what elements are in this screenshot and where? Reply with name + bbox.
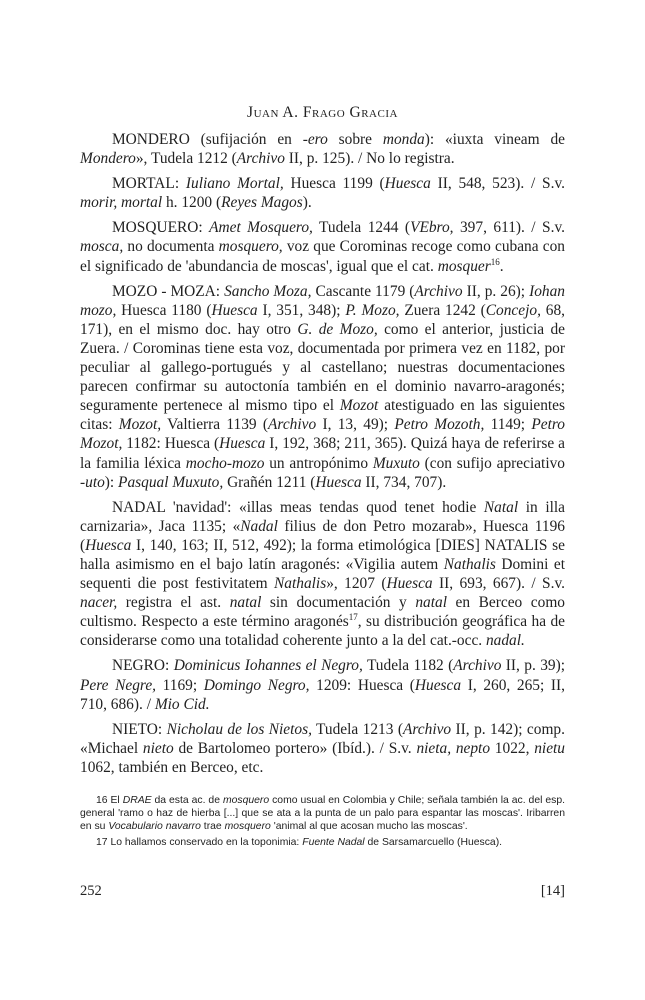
italic-text: Natal: [483, 498, 519, 516]
text-run: voz que Corominas recoge como cubana con el significado de 'abundancia de moscas', igual que el cat.: [80, 238, 565, 275]
text-run: I, 13, 49);: [316, 416, 395, 434]
text-run: Grañén 1211 (: [223, 473, 316, 491]
italic-text: -ero: [302, 131, 328, 148]
text-run: 1062, también en Berceo, etc.: [80, 758, 264, 776]
text-run: I, 140, 163; II, 512, 492); la forma etimológica [DIES] NATALIS se halla asimismo en el bajo latín aragonés: «Vigilia autem: [80, 536, 565, 573]
footnote-ref: 16: [490, 256, 500, 267]
text-run: II, 548, 523). / S.v.: [430, 175, 565, 193]
text-run: 1149;: [484, 416, 532, 434]
italic-text: mosquero: [224, 820, 271, 832]
text-run: da esta ac. de: [151, 795, 223, 806]
text-run: II, p. 142); comp. «Michael: [80, 720, 565, 757]
text-run: II, 693, 667). / S.v.: [432, 575, 565, 593]
italic-text: P. Mozo,: [345, 301, 400, 319]
text-run: h. 1200 (: [162, 194, 222, 212]
text-run: 1022,: [490, 739, 535, 757]
italic-text: DRAE: [122, 795, 152, 806]
italic-text: Mio Cid.: [154, 695, 210, 713]
text-run: (con sufijo apreciativo: [419, 454, 565, 472]
text-run: NADAL 'navidad': «illas meas tendas quod tenet hodie: [112, 498, 484, 516]
text-run: MOSQUERO:: [112, 219, 210, 237]
italic-text: Huesca: [384, 175, 431, 193]
italic-text: G. de Mozo,: [297, 320, 378, 338]
italic-text: Pasqual Muxuto,: [118, 473, 224, 491]
text-run: de Bartolomeo portero» (Ibíd.). / S.v.: [173, 739, 417, 757]
italic-text: mosca,: [80, 238, 124, 256]
text-run: MONDERO (sufijación en: [112, 131, 303, 148]
text-run: Huesca 1199 (: [283, 175, 385, 193]
italic-text: Fuente Nadal: [302, 837, 365, 849]
italic-text: natal: [415, 594, 447, 612]
text-run: sin documentación y: [261, 594, 416, 612]
text-run: NIETO:: [112, 720, 167, 738]
italic-text: natal: [229, 594, 262, 612]
italic-text: Iohan mozo,: [80, 282, 565, 319]
text-run: ).: [302, 194, 312, 212]
text-run: », Tudela 1212 (: [135, 150, 237, 168]
text-run: registra el ast.: [117, 594, 230, 612]
italic-text: Reyes Magos: [221, 194, 303, 212]
italic-text: Huesca: [219, 435, 266, 453]
text-run: de Sarsamarcuello (Huesca).: [364, 837, 503, 849]
italic-text: VEbro,: [410, 219, 454, 237]
italic-text: Dominicus Iohannes el Negro,: [173, 657, 363, 675]
italic-text: Sancho Moza,: [224, 282, 312, 300]
text-run: MOZO - MOZA:: [112, 282, 225, 300]
text-run: 68, 171), en el mismo doc. hay otro: [80, 301, 565, 338]
text-run: II, p. 39);: [501, 657, 566, 675]
text-run: I, 192, 368; 211, 365). Quizá haya de referirse a la familia léxica: [80, 435, 565, 472]
italic-text: Archivo: [402, 720, 452, 738]
italic-text: Archivo: [268, 416, 317, 434]
text-run: ): «iuxta vineam de: [424, 131, 565, 148]
text-run: ):: [104, 473, 119, 491]
text-run: I, 260, 265; II, 710, 686). /: [80, 676, 565, 713]
text-run: 1169;: [156, 676, 204, 694]
italic-text: Muxuto: [372, 454, 420, 472]
text-run: Tudela 1182 (: [362, 657, 454, 675]
footnote-ref: 17: [348, 612, 358, 623]
text-run: como usual en Colombia y Chile; señala también la ac. del esp. general 'ramo o haz de hierba [...] que se ata a la punta de un palo para espantar las moscas'. Iribarren en su: [80, 795, 566, 832]
text-run: 397, 611). / S.v.: [453, 219, 565, 237]
italic-text: mocho-mozo: [185, 454, 265, 472]
italic-text: nieta, nepto: [416, 739, 491, 757]
entry-mortal: [80, 174, 565, 212]
italic-text: nadal.: [485, 632, 525, 650]
italic-text: monda: [382, 131, 425, 148]
text-run: Tudela 1213 (: [311, 720, 403, 738]
text-run: un antropónimo: [264, 454, 373, 472]
italic-text: morir, mortal: [80, 194, 163, 212]
text-run: 17 Lo hallamos conservado en la toponimia:: [96, 837, 303, 849]
italic-text: Huesca: [211, 301, 258, 319]
text-run: NEGRO:: [112, 657, 174, 675]
italic-text: Vocabulario navarro: [108, 820, 201, 832]
text-run: 'animal al que acosan mucho las moscas'.: [270, 820, 468, 832]
page-number: 252: [80, 883, 102, 899]
text-run: in illa carnizaria», Jaca 1135; «: [80, 498, 566, 535]
italic-text: Amet Mosquero,: [209, 219, 313, 237]
text-run: MORTAL:: [112, 175, 186, 193]
italic-text: Nicholau de los Nietos,: [166, 720, 312, 738]
italic-text: Petro Mozoth,: [394, 416, 485, 434]
text-run: filius de don Petro mozarab», Huesca 1196 (: [80, 517, 565, 554]
italic-text: Mondero: [80, 150, 136, 168]
italic-text: Archivo: [414, 282, 463, 300]
text-run: Valtierra 1139 (: [161, 416, 269, 434]
text-run: .: [499, 257, 504, 275]
text-run: II, p. 125). / No lo registra.: [284, 150, 455, 168]
italic-text: nieto: [142, 739, 174, 757]
entry-nadal: [80, 498, 565, 651]
text-run: como el anterior, justicia de Zuera. / Corominas tiene esta voz, documentada por primera vez en 1182, por peculiar al gallego-portugués y al castellano; nuestras documentaciones parecen confirmar su autoctonía también en el dominio navarro-aragonés; seguramente pertenece al mismo tipo el: [80, 320, 565, 415]
italic-text: Nadal: [240, 517, 278, 535]
body-text: [80, 130, 565, 783]
text-run: II, 734, 707).: [361, 473, 447, 491]
italic-text: Huesca: [414, 676, 462, 694]
text-run: , su distribución geográfica ha de considerarse como una totalidad coherente junto a la del cat.-occ.: [80, 613, 565, 650]
entry-mondero: [80, 130, 565, 168]
italic-text: Petro Mozot,: [80, 416, 565, 453]
entry-mozo-moza: [80, 282, 565, 492]
text-run: en Berceo como cultismo. Respecto a este término aragonés: [80, 594, 565, 631]
italic-text: Iuliano Mortal,: [185, 175, 284, 193]
text-run: I, 351, 348);: [257, 301, 346, 319]
footnotes: [80, 795, 565, 854]
text-run: no documenta: [123, 238, 219, 256]
footnote-16: [80, 795, 565, 833]
italic-text: Mozot: [339, 397, 379, 415]
italic-text: Huesca: [85, 536, 132, 554]
italic-text: Huesca: [315, 473, 362, 491]
entry-nieto: [80, 720, 565, 777]
text-run: 1209: Huesca (: [309, 676, 415, 694]
italic-text: mosquero,: [218, 238, 283, 256]
italic-text: Concejo,: [485, 301, 541, 319]
italic-text: Pere Negre,: [80, 676, 157, 694]
text-run: II, p. 26);: [462, 282, 530, 300]
text-run: Domini et sequenti die post festivitatem: [80, 555, 565, 593]
text-run: Huesca 1180 (: [116, 301, 212, 319]
text-run: atestiguado en las siguientes citas:: [80, 397, 565, 434]
running-head: Juan A. Frago Gracia: [247, 104, 398, 121]
text-run: Cascante 1179 (: [311, 282, 415, 300]
italic-text: -uto: [80, 473, 105, 491]
text-run: sobre: [327, 131, 383, 148]
entry-negro: [80, 656, 565, 713]
text-run: 16 El: [96, 795, 123, 806]
italic-text: mosquero: [222, 795, 270, 806]
bracket-number: [14]: [540, 883, 565, 899]
text-run: 1182: Huesca (: [122, 435, 220, 453]
italic-text: nacer,: [80, 594, 118, 612]
italic-text: Mozot,: [118, 416, 162, 434]
text-run: Tudela 1244 (: [312, 219, 411, 237]
italic-text: Huesca: [386, 575, 433, 593]
italic-text: Nathalis: [443, 555, 496, 573]
italic-text: Archivo: [453, 657, 502, 675]
footnote-17: [80, 837, 565, 850]
italic-text: nietu: [534, 739, 565, 757]
text-run: trae: [200, 820, 225, 832]
text-run: », 1207 (: [326, 575, 387, 593]
italic-text: mosquer: [437, 257, 491, 275]
entry-mosquero: [80, 218, 565, 275]
italic-text: Domingo Negro,: [203, 676, 310, 694]
italic-text: Nathalis: [274, 575, 327, 593]
text-run: Zuera 1242 (: [399, 301, 486, 319]
italic-text: Archivo: [236, 150, 285, 168]
